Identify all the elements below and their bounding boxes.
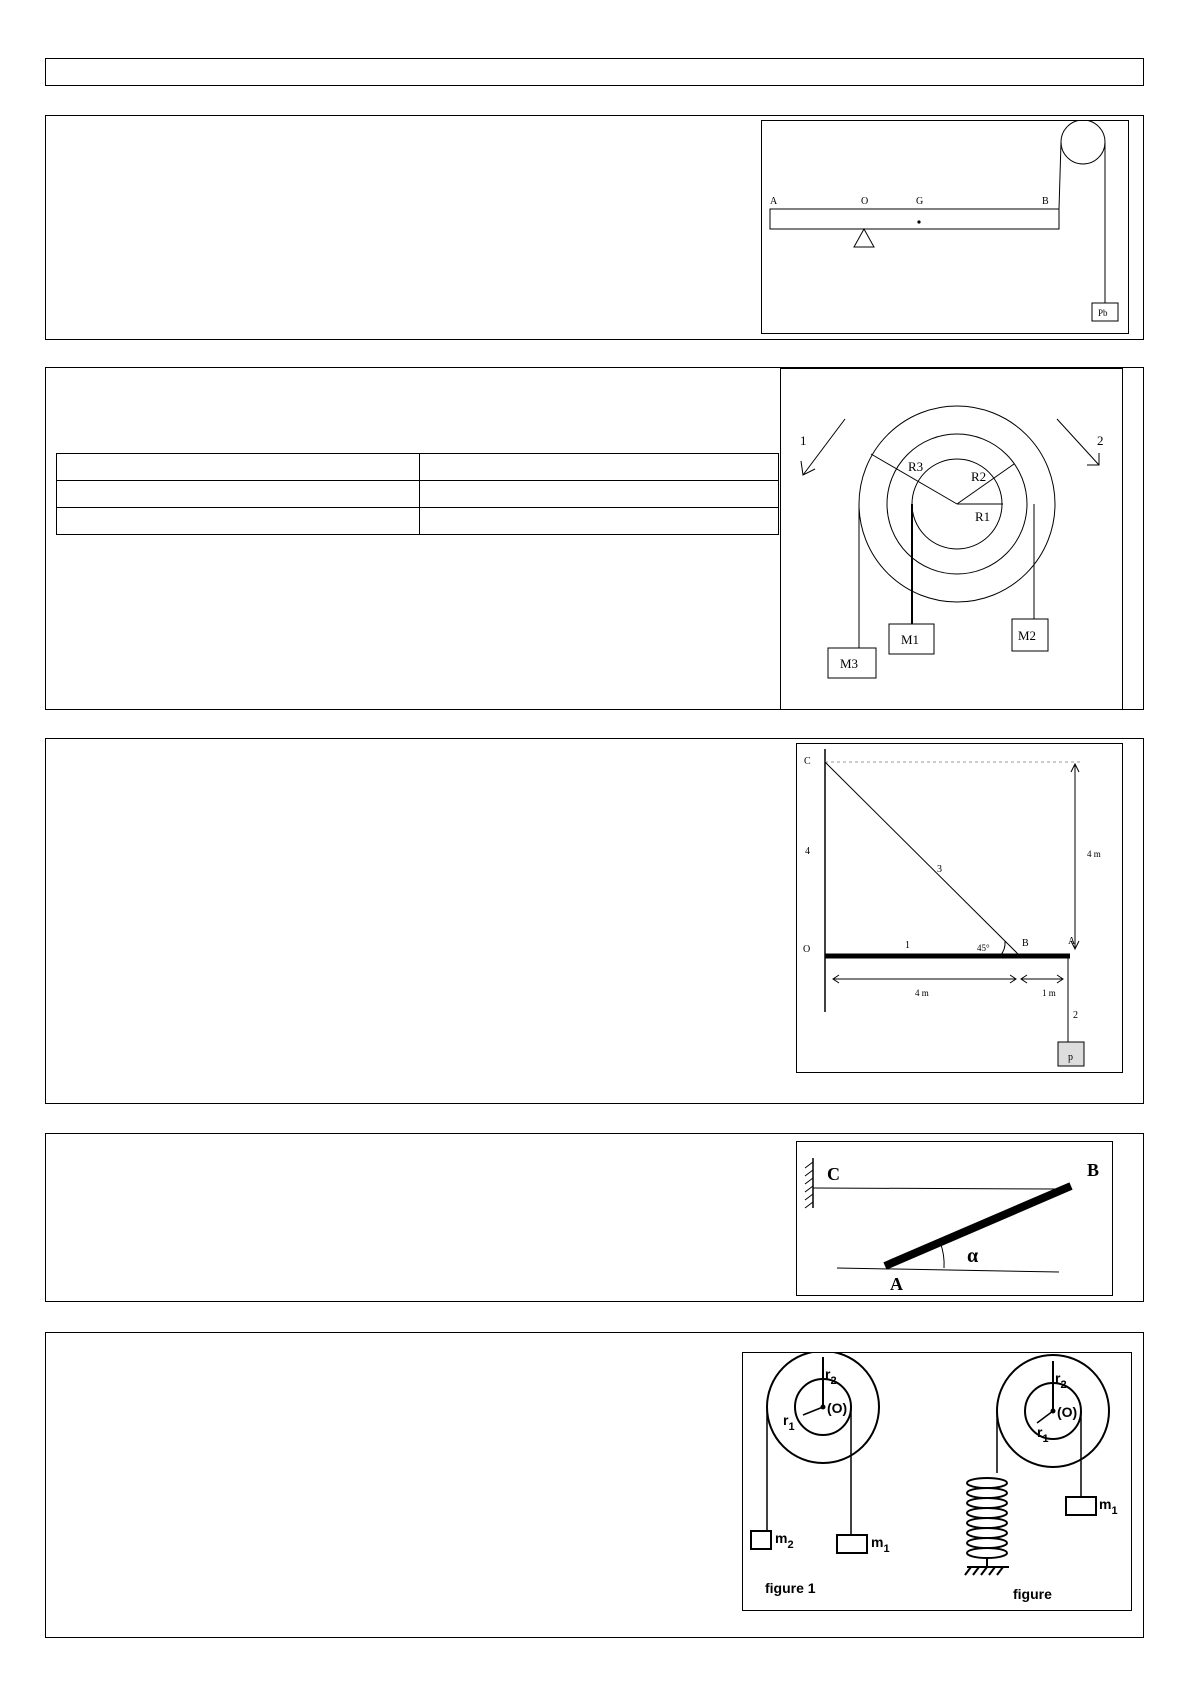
label-r2-left-sub: 2 [830, 1375, 837, 1387]
label-r2-right: r [1055, 1370, 1061, 1386]
mass-m1-right [1066, 1497, 1096, 1515]
pulley [1061, 121, 1105, 164]
svg-text:m1 [1099, 1496, 1118, 1517]
label-r1: R1 [975, 509, 991, 524]
arrow-2 [1057, 419, 1099, 465]
label-m1-left-sub: 1 [883, 1543, 890, 1555]
figure-4-ladder [796, 1141, 1113, 1296]
label-r1-right: r [1037, 1424, 1043, 1440]
label-height: 4 m [1087, 849, 1101, 859]
caption-figure: figure [1013, 1586, 1052, 1602]
svg-text:r2 [1055, 1370, 1067, 1391]
label-pb: Pb [1098, 308, 1108, 318]
cable-3 [825, 762, 1020, 956]
label-r2: R2 [971, 469, 987, 484]
label-o: O [861, 196, 869, 207]
label-length-ba: 1 m [1042, 988, 1056, 998]
label-alpha: α [967, 1245, 979, 1267]
table-row [57, 481, 779, 508]
label-m2: M2 [1018, 628, 1037, 643]
label-b: B [1042, 196, 1049, 207]
label-o: O [803, 944, 811, 955]
label-beam-1: 1 [905, 940, 910, 951]
label-r3: R3 [908, 459, 924, 474]
label-length-ob: 4 m [915, 988, 929, 998]
label-angle: 45° [977, 943, 990, 953]
label-m2-sub: 2 [787, 1539, 794, 1551]
label-r1-right-sub: 1 [1042, 1433, 1049, 1445]
label-r1-left: r [783, 1412, 789, 1428]
label-r2-right-sub: 2 [1060, 1379, 1067, 1391]
table-row [57, 508, 779, 535]
label-m1-left: m [871, 1534, 884, 1550]
figure-1-lever [761, 120, 1129, 334]
center-of-gravity-dot [917, 220, 920, 223]
caption-figure-1: figure 1 [765, 1580, 816, 1596]
spring [965, 1478, 1009, 1575]
figure-3-beam [796, 743, 1123, 1073]
label-o-left: (O) [827, 1400, 848, 1416]
label-b: B [1022, 938, 1029, 949]
label-r1-left-sub: 1 [788, 1421, 795, 1433]
label-m3: M3 [840, 656, 859, 671]
label-b: B [1087, 1160, 1100, 1180]
header-box [45, 58, 1144, 86]
label-m1: M1 [901, 632, 920, 647]
cable-cb [813, 1188, 1059, 1189]
exercise-2-table [56, 453, 779, 535]
label-wall-4: 4 [805, 846, 810, 857]
label-g: G [916, 196, 924, 207]
label-arrow-1: 1 [800, 433, 807, 448]
label-o-right: (O) [1057, 1404, 1078, 1420]
svg-text:r1 [783, 1412, 795, 1433]
label-c: C [804, 756, 811, 767]
label-m2: m [775, 1530, 788, 1546]
label-a: A [770, 196, 778, 207]
table-row [57, 454, 779, 481]
arrow-1 [803, 419, 845, 475]
label-a: A [1068, 936, 1076, 947]
svg-text:r2 [825, 1366, 837, 1387]
figure-2-pulleys [780, 368, 1123, 710]
svg-text:r1 [1037, 1424, 1049, 1445]
label-r2-left: r [825, 1366, 831, 1382]
mass-m1-left [837, 1535, 867, 1553]
svg-text:m1 [871, 1534, 890, 1555]
label-m1-right: m [1099, 1496, 1112, 1512]
lever-bar [770, 209, 1059, 229]
label-cable-3: 3 [937, 864, 942, 875]
fulcrum [854, 229, 874, 247]
label-cable-2: 2 [1073, 1010, 1078, 1021]
mass-m2 [751, 1531, 771, 1549]
label-weight-p: p [1068, 1052, 1073, 1063]
label-c: C [827, 1164, 840, 1184]
label-m1-right-sub: 1 [1111, 1505, 1118, 1517]
ground [837, 1268, 1059, 1272]
figure-5-pulley-spring [742, 1352, 1132, 1611]
label-a: A [890, 1274, 903, 1294]
label-arrow-2: 2 [1097, 433, 1104, 448]
svg-text:m2 [775, 1530, 794, 1551]
